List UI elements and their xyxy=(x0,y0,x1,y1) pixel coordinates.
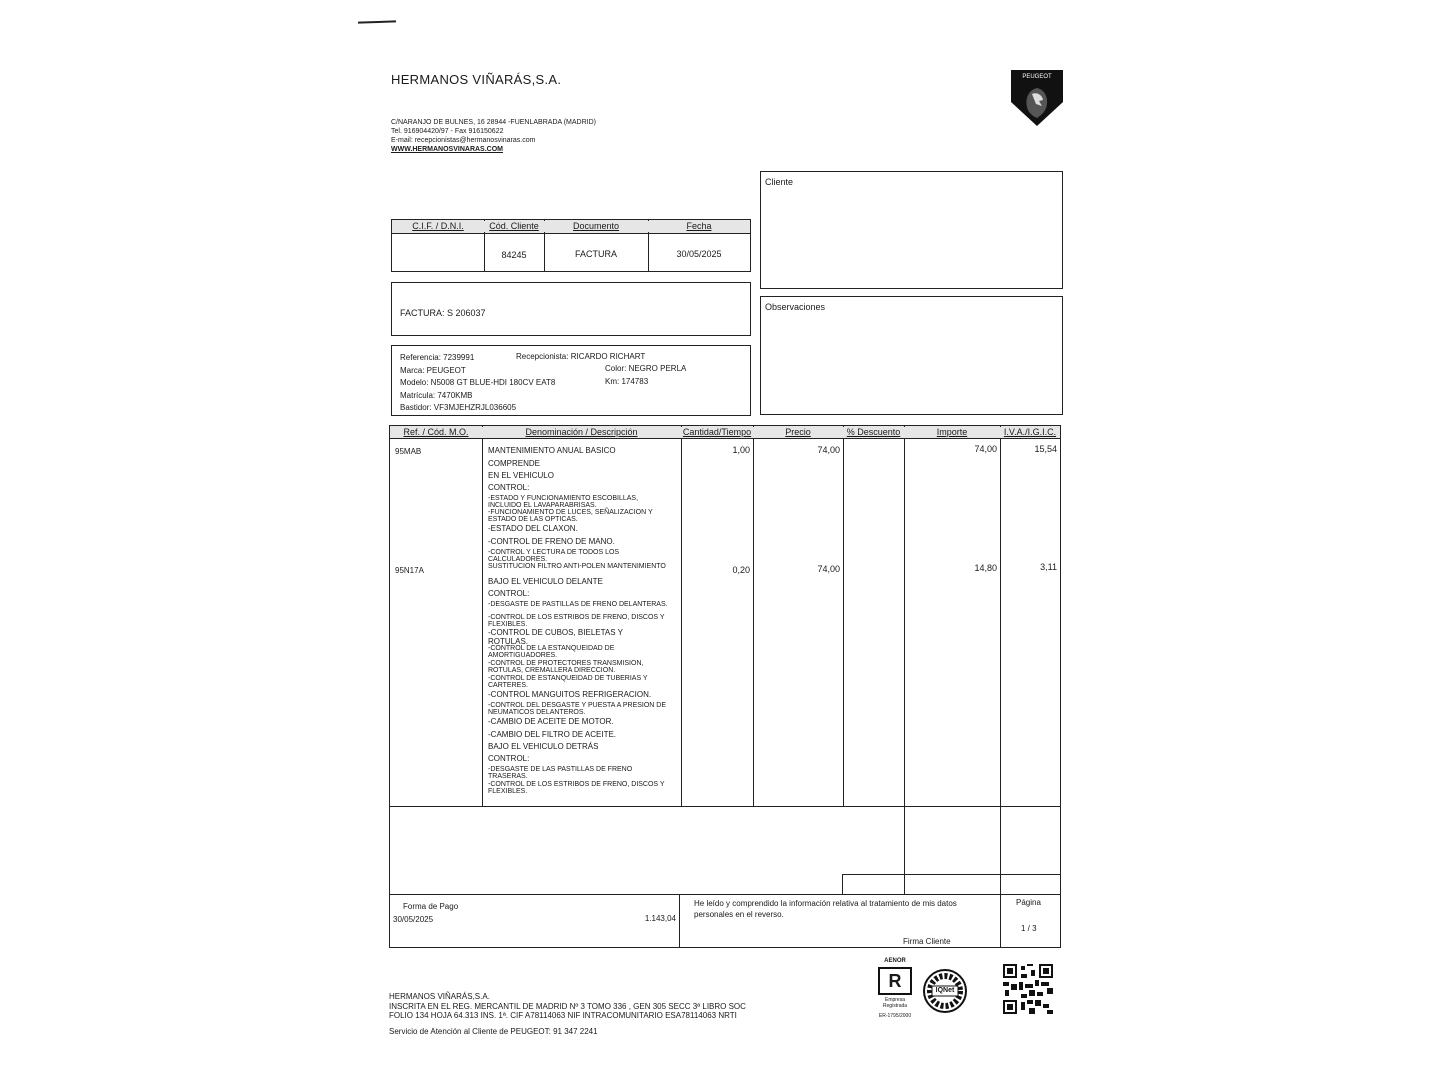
description-line: -FUNCIONAMIENTO DE LUCES, SEÑALIZACION Y xyxy=(488,509,653,516)
company-name: HERMANOS VIÑARÁS,S.A. xyxy=(391,72,562,87)
items-header-price: Precio xyxy=(753,427,843,438)
vehicle-vin: Bastidor: VF3MJEHZRJL036605 xyxy=(400,403,517,412)
description-line: ESTADO DE LAS OPTICAS. xyxy=(488,516,578,523)
doc-header-client-code: Cód. Cliente xyxy=(484,221,544,232)
invoice-number: FACTURA: S 206037 xyxy=(400,308,486,318)
aenor-label: AENOR xyxy=(884,958,906,964)
items-header-quantity: Cantidad/Tiempo xyxy=(682,427,752,437)
aenor-certification-logo: AENOR R Empresa Registrada ER-1795/2000 xyxy=(878,958,912,1019)
customer-service-line: Servicio de Atención al Cliente de PEUGEOT: 91 347 2241 xyxy=(389,1027,598,1036)
description-line: -CONTROL DE ESTANQUEIDAD DE TUBERIAS Y xyxy=(488,675,648,682)
description-line: BAJO EL VEHICULO DELANTE xyxy=(488,577,603,586)
vehicle-receptionist: Recepcionista: RICARDO RICHART xyxy=(516,352,646,361)
description-line: -CONTROL DEL DESGASTE Y PUESTA A PRESION DE xyxy=(488,702,667,709)
payment-label: Forma de Pago xyxy=(403,902,459,911)
description-line: CARTERES. xyxy=(488,682,528,689)
peugeot-brand-text: PEUGEOT xyxy=(1022,74,1052,80)
observations-label: Observaciones xyxy=(765,302,826,312)
description-line: CONTROL: xyxy=(488,589,530,598)
items-header-vat: I.V.A./I.G.I.C. xyxy=(1000,427,1060,438)
table-row-amount: 14,80 xyxy=(974,563,997,573)
iqnet-certification-logo xyxy=(922,968,968,1014)
items-header-ref: Ref. / Cód. M.O. xyxy=(390,427,482,438)
description-line: -DESGASTE DE PASTILLAS DE FRENO DELANTERAS. xyxy=(488,601,668,608)
privacy-text: He leído y comprendido la información relativa al tratamiento de mis datos xyxy=(694,899,957,908)
description-line: -CAMBIO DEL FILTRO DE ACEITE. xyxy=(488,730,617,739)
items-header-amount: Importe xyxy=(904,427,1000,438)
vehicle-box xyxy=(391,345,751,416)
aenor-registered-label: Empresa Registrada xyxy=(882,997,908,1009)
description-line: SUSTITUCION FILTRO ANTI-POLEN MANTENIMIENTO xyxy=(488,563,666,570)
description-line: COMPRENDE xyxy=(488,459,541,468)
legal-company-name: HERMANOS VIÑARÁS,S.A. xyxy=(389,992,490,1001)
items-header-discount: % Descuento xyxy=(843,427,904,438)
description-line: ROTULAS. xyxy=(488,637,529,646)
page-label: Página xyxy=(1016,898,1041,907)
description-line: AMORTIGUADORES. xyxy=(488,652,558,659)
description-line: -CONTROL DE LOS ESTRIBOS DE FRENO, DISCOS Y xyxy=(488,614,665,621)
vehicle-km: Km: 174783 xyxy=(605,377,649,386)
description-line: -CONTROL DE PROTECTORES TRANSMISION, xyxy=(488,660,644,667)
vehicle-plate: Matrícula: 7470KMB xyxy=(400,391,473,400)
table-row-price: 74,00 xyxy=(817,445,840,455)
doc-header-cif: C.I.F. / D.N.I. xyxy=(392,221,484,232)
description-line: CALCULADORES. xyxy=(488,556,548,563)
aenor-code: ER-1795/2000 xyxy=(878,1013,912,1019)
company-website: WWW.HERMANOSVINARAS.COM xyxy=(391,146,503,153)
vehicle-brand: Marca: PEUGEOT xyxy=(400,366,466,375)
description-line: -ESTADO Y FUNCIONAMIENTO ESCOBILLAS, xyxy=(488,495,639,502)
description-line: BAJO EL VEHICULO DETRÁS xyxy=(488,742,599,751)
table-row-price: 74,00 xyxy=(817,564,840,574)
doc-value-client-code: 84245 xyxy=(501,250,527,260)
description-line: CONTROL: xyxy=(488,483,530,492)
vehicle-color: Color: NEGRO PERLA xyxy=(605,364,687,373)
observations-box xyxy=(760,296,1063,415)
description-line: -CONTROL Y LECTURA DE TODOS LOS xyxy=(488,549,620,556)
privacy-text-2: personales en el reverso. xyxy=(694,910,784,919)
iqnet-label: IQNet xyxy=(935,987,955,994)
doc-header-document: Documento xyxy=(544,221,648,232)
description-line: CONTROL: xyxy=(488,754,530,763)
description-line: -DESGASTE DE LAS PASTILLAS DE FRENO xyxy=(488,766,633,773)
description-line: INCLUIDO EL LAVAPARABRISAS. xyxy=(488,502,597,509)
description-line: FLEXIBLES. xyxy=(488,788,528,795)
client-label: Cliente xyxy=(765,177,794,187)
description-line: ROTULAS, CREMALLERA DIRECCION. xyxy=(488,667,616,674)
table-row-quantity: 1,00 xyxy=(732,445,750,455)
vehicle-reference: Referencia: 7239991 xyxy=(400,353,475,362)
payment-date: 30/05/2025 xyxy=(393,915,434,924)
company-address: C/NARANJO DE BULNES, 16 28944 -FUENLABRADA (MADRID) xyxy=(391,119,596,126)
company-phone: Tel. 916904420/97 - Fax 916150622 xyxy=(391,128,504,135)
description-line: MANTENIMIENTO ANUAL BASICO xyxy=(488,446,616,455)
items-header-description: Denominación / Descripción xyxy=(482,427,681,438)
doc-value-document: FACTURA xyxy=(574,249,617,259)
company-email: E-mail: recepcionistas@hermanosvinaras.com xyxy=(391,137,536,144)
table-row-ref: 95MAB xyxy=(395,447,422,456)
qr-code xyxy=(1003,964,1053,1014)
signature-label: Firma Cliente xyxy=(903,937,951,946)
payment-amount: 1.143,04 xyxy=(644,914,676,923)
description-line: -CONTROL DE FRENO DE MANO. xyxy=(488,537,615,546)
description-line: -CONTROL DE LOS ESTRIBOS DE FRENO, DISCOS Y xyxy=(488,781,665,788)
description-line: -ESTADO DEL CLAXON. xyxy=(488,524,578,533)
table-row-ref: 95N17A xyxy=(395,566,424,575)
scan-mark xyxy=(358,20,396,23)
description-line: FLEXIBLES. xyxy=(488,621,528,628)
document-table xyxy=(391,219,751,272)
table-row-vat: 3,11 xyxy=(1040,562,1057,572)
peugeot-logo xyxy=(1008,68,1066,128)
description-line: -CONTROL MANGUITOS REFRIGERACION. xyxy=(488,690,652,699)
client-box xyxy=(760,171,1063,289)
legal-tax-ids: FOLIO 134 HOJA 64.313 INS. 1ª. CIF A78114063 NIF INTRACOMUNITARIO ESA78114063 NRTI xyxy=(389,1011,737,1020)
doc-value-date: 30/05/2025 xyxy=(676,249,722,259)
description-line: -CONTROL DE CUBOS, BIELETAS Y xyxy=(488,628,623,637)
vehicle-model: Modelo: N5008 GT BLUE-HDI 180CV EAT8 xyxy=(400,378,556,387)
description-line: TRASERAS. xyxy=(488,773,528,780)
legal-registration: INSCRITA EN EL REG. MERCANTIL DE MADRID Nº 3 TOMO 336 , GEN 305 SECC 3ª LIBRO SOC xyxy=(389,1002,746,1011)
table-row-amount: 74,00 xyxy=(974,444,997,454)
description-line: NEUMATICOS DELANTEROS. xyxy=(488,709,586,716)
table-row-quantity: 0,20 xyxy=(732,565,750,575)
doc-header-date: Fecha xyxy=(648,221,750,232)
description-line: -CAMBIO DE ACEITE DE MOTOR. xyxy=(488,717,614,726)
page-value: 1 / 3 xyxy=(1021,924,1037,933)
description-line: -CONTROL DE LA ESTANQUEIDAD DE xyxy=(488,645,615,652)
description-line: EN EL VEHICULO xyxy=(488,471,554,480)
table-row-vat: 15,54 xyxy=(1034,444,1057,454)
invoice-number-box xyxy=(391,282,751,336)
